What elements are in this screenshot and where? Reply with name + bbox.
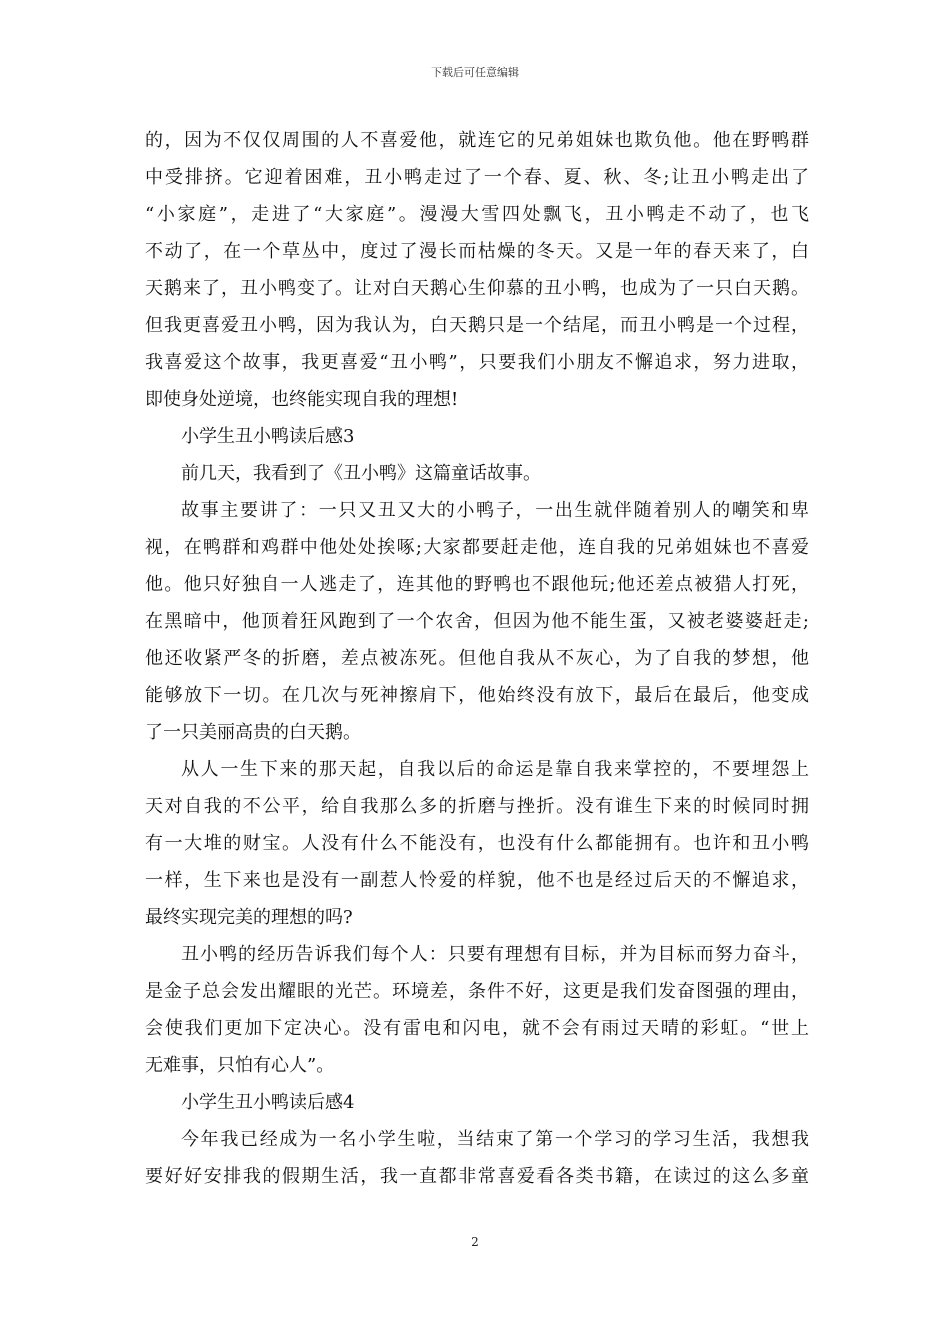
text-line: 即使身处逆境，也终能实现自我的理想! <box>145 389 459 410</box>
text-line: 无难事，只怕有心人”。 <box>145 1055 335 1076</box>
section-heading: 小学生丑小鸭读后感3 <box>181 426 355 447</box>
text-line: 从人一生下来的那天起，自我以后的命运是靠自我来掌控的，不要埋怨上 <box>181 759 809 780</box>
page-number: 2 <box>471 1235 479 1249</box>
text-line: 但我更喜爱丑小鸭，因为我认为，白天鹅只是一个结尾，而丑小鸭是一个过程， <box>145 315 809 336</box>
text-line: 视，在鸭群和鸡群中他处处挨啄;大家都要赶走他，连自我的兄弟姐妹也不喜爱 <box>145 537 809 558</box>
text-line: 故事主要讲了：一只又丑又大的小鸭子，一出生就伴随着别人的嘲笑和卑 <box>181 500 809 521</box>
text-line: 能够放下一切。在几次与死神擦肩下，他始终没有放下，最后在最后，他变成 <box>145 685 809 706</box>
text-line: 中受排挤。它迎着困难，丑小鸭走过了一个春、夏、秋、冬;让丑小鸭走出了 <box>145 167 809 188</box>
text-line: 天对自我的不公平，给自我那么多的折磨与挫折。没有谁生下来的时候同时拥 <box>145 796 809 817</box>
text-line: 他还收紧严冬的折磨，差点被冻死。但他自我从不灰心，为了自我的梦想，他 <box>145 648 809 669</box>
text-line: “小家庭”，走进了“大家庭”。漫漫大雪四处飘飞，丑小鸭走不动了，也飞 <box>145 204 809 225</box>
text-line: 在黑暗中，他顶着狂风跑到了一个农舍，但因为他不能生蛋，又被老婆婆赶走; <box>145 611 809 632</box>
text-line: 今年我已经成为一名小学生啦，当结束了第一个学习的学习生活，我想我 <box>181 1129 809 1150</box>
text-line: 他。他只好独自一人逃走了，连其他的野鸭也不跟他玩;他还差点被猎人打死， <box>145 574 809 595</box>
section-heading: 小学生丑小鸭读后感4 <box>181 1092 355 1113</box>
text-line: 天鹅来了，丑小鸭变了。让对白天鹅心生仰慕的丑小鸭，也成为了一只白天鹅。 <box>145 278 809 299</box>
text-line: 的，因为不仅仅周围的人不喜爱他，就连它的兄弟姐妹也欺负他。他在野鸭群 <box>145 130 809 151</box>
page-header: 下载后可任意编辑 <box>431 66 519 79</box>
document-body <box>145 122 809 1195</box>
text-line: 一样，生下来也是没有一副惹人怜爱的样貌，他不也是经过后天的不懈追求， <box>145 870 809 891</box>
text-line: 我喜爱这个故事，我更喜爱“丑小鸭”，只要我们小朋友不懈追求，努力进取， <box>145 352 809 373</box>
text-line: 前几天，我看到了《丑小鸭》这篇童话故事。 <box>181 463 541 484</box>
text-line: 有一大堆的财宝。人没有什么不能没有，也没有什么都能拥有。也许和丑小鸭 <box>145 833 809 854</box>
text-line: 是金子总会发出耀眼的光芒。环境差，条件不好，这更是我们发奋图强的理由， <box>145 981 809 1002</box>
text-line: 要好好安排我的假期生活，我一直都非常喜爱看各类书籍，在读过的这么多童 <box>145 1166 809 1187</box>
text-line: 了一只美丽高贵的白天鹅。 <box>145 722 361 743</box>
text-line: 最终实现完美的理想的吗? <box>145 907 353 928</box>
text-line: 不动了，在一个草丛中，度过了漫长而枯燥的冬天。又是一年的春天来了，白 <box>145 241 809 262</box>
text-line: 会使我们更加下定决心。没有雷电和闪电，就不会有雨过天晴的彩虹。“世上 <box>145 1018 809 1039</box>
text-line: 丑小鸭的经历告诉我们每个人：只要有理想有目标，并为目标而努力奋斗， <box>181 944 809 965</box>
